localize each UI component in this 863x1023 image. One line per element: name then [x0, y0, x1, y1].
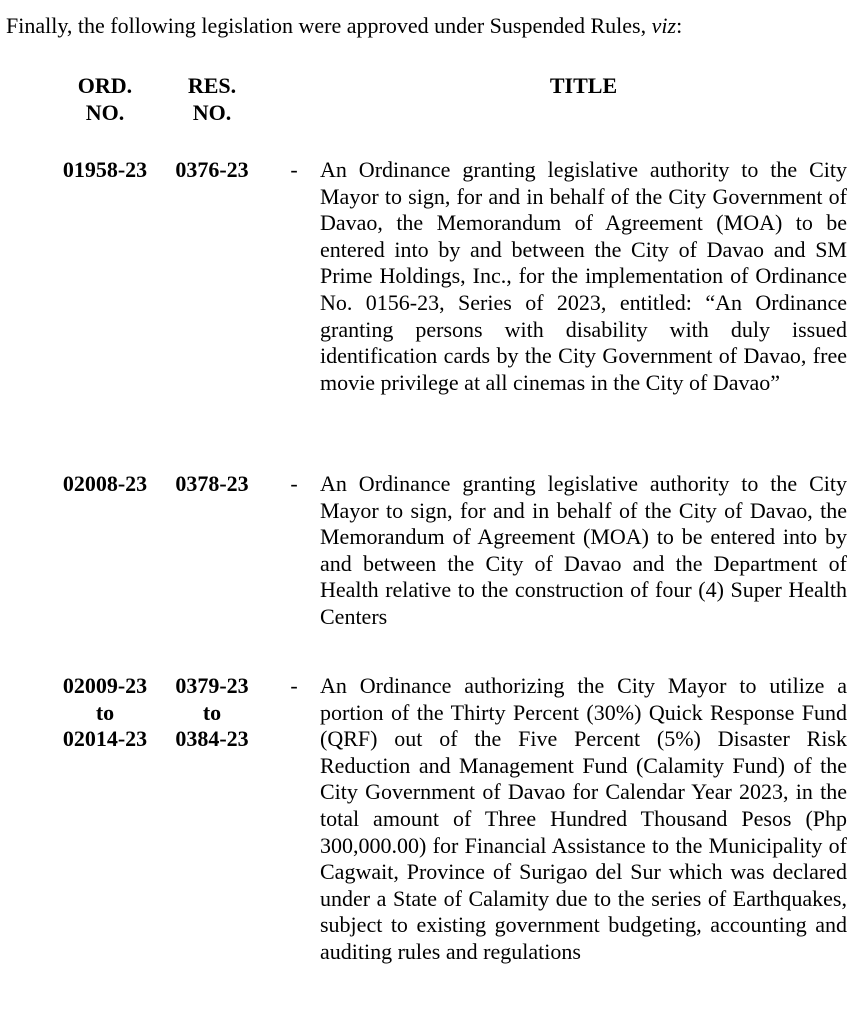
row-dash: - — [290, 471, 298, 496]
res-number: 0379-23 — [175, 673, 249, 698]
row-title: An Ordinance granting legislative authority to the City Mayor to sign, for and in behalf of the City of Davao, the Memorandum of Agreement (MOA) to be entered into by and between the City of Davao and the Department of Health relative to the construction of four (4) Super Health Centers — [320, 471, 847, 629]
res-number: 0378-23 — [175, 471, 249, 496]
row-res-no — [157, 673, 267, 753]
header-ord-line2: NO. — [85, 99, 125, 125]
ord-range-to: to — [95, 699, 115, 725]
row-title: An Ordinance authorizing the City Mayor to utilize a portion of the Thirty Percent (30%) Quick Response Fund (QRF) out of the Five Percent (5%) Disaster Risk Reduction and Management Fund (Calamity Fund) of the City Government of Davao for Calendar Year 2023, in the total amount of Three Hundred Thousand Pesos (Php 300,000.00) for Financial Assistance to the Municipality of Cagwait, Province of Surigao del Sur which was declared under a State of Calamity due to the series of Earthquakes, subject to existing government budgeting, accounting and auditing rules and regulations — [320, 673, 847, 964]
res-number: 0376-23 — [175, 157, 249, 182]
row-res-no — [157, 157, 267, 184]
row-ord-no — [50, 471, 160, 498]
header-res-no — [157, 73, 267, 126]
intro-colon: : — [676, 13, 683, 38]
header-res-line2: NO. — [192, 99, 232, 125]
res-range-to: to — [202, 699, 222, 725]
res-number: 0384-23 — [175, 726, 249, 752]
row-dash: - — [290, 673, 298, 698]
row-title: An Ordinance granting legislative authority to the City Mayor to sign, for and in behalf of the City Government of Davao, the Memorandum of Agreement (MOA) to be entered into by and between the City of Davao and SM Prime Holdings, Inc., for the implementation of Ordinance No. 0156-23, Series of 2023, entitled: “An Ordinance granting persons with disability with duly issued identification cards by the City Government of Davao, free movie privilege at all cinemas in the City of Davao” — [320, 157, 847, 395]
header-res-line1: RES. — [187, 73, 237, 98]
row-res-no — [157, 471, 267, 498]
row-dash: - — [290, 157, 298, 182]
header-ord-no — [50, 73, 160, 126]
ord-number: 01958-23 — [62, 157, 148, 182]
header-ord-line1: ORD. — [77, 73, 133, 98]
intro-viz: viz — [651, 13, 677, 38]
row-ord-no — [50, 157, 160, 184]
intro-text: Finally, the following legislation were approved under Suspended Rules, — [6, 13, 652, 38]
header-title: TITLE — [549, 73, 618, 98]
row-ord-no — [50, 673, 160, 753]
intro-paragraph — [6, 13, 856, 40]
ord-number: 02008-23 — [62, 471, 148, 496]
ord-number: 02009-23 — [62, 673, 148, 698]
ord-number: 02014-23 — [62, 726, 148, 752]
